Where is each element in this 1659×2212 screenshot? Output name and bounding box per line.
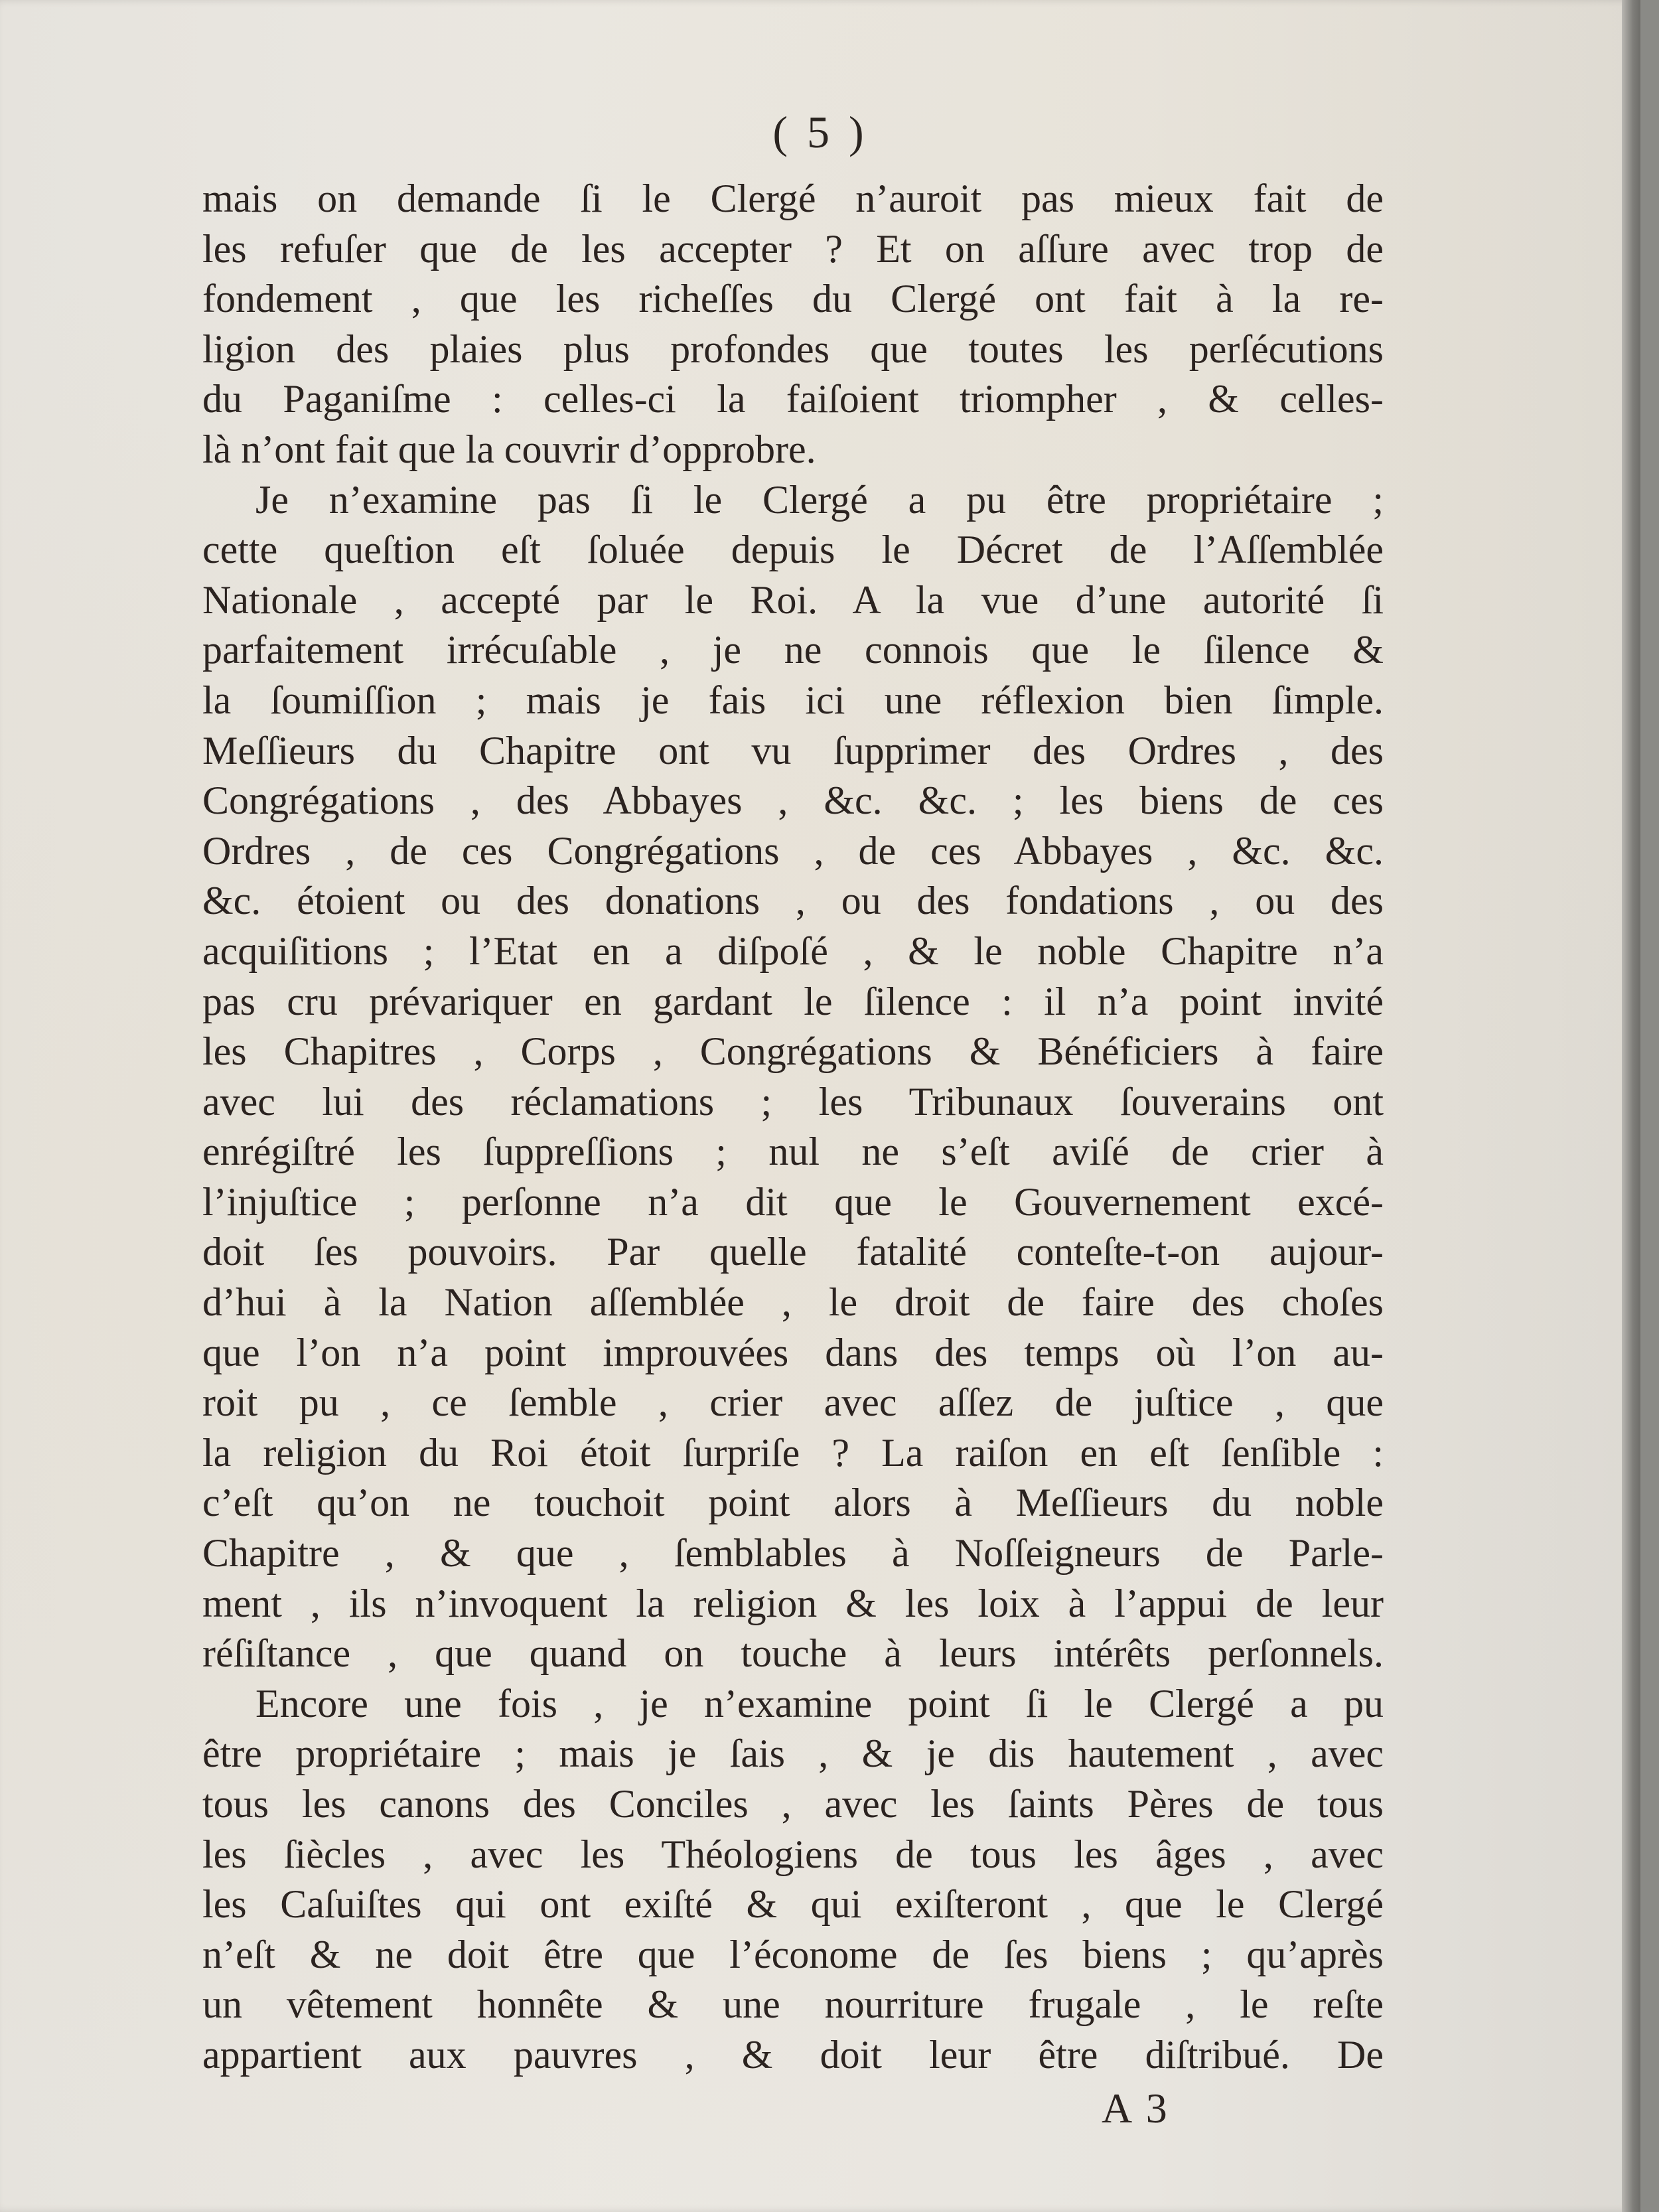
text-line: cette queſtion eſt ſoluée depuis le Décret de l’Aſſemblée: [202, 528, 1384, 572]
text-line: Chapitre , & que , ſemblables à Noſſeigneurs de Parle-: [202, 1531, 1384, 1576]
text-line: que l’on n’a point improuvées dans des temps où l’on au-: [202, 1330, 1384, 1374]
text-line: enrégiſtré les ſuppreſſions ; nul ne s’eſt aviſé de crier à: [202, 1130, 1384, 1174]
text-line: être propriétaire ; mais je ſais , & je dis hautement , avec: [202, 1732, 1384, 1776]
text-line: la religion du Roi étoit ſurpriſe ? La raiſon en eſt ſenſible :: [202, 1430, 1384, 1475]
text-line: Encore une fois , je n’examine point ſi le Clergé a pu: [255, 1681, 1384, 1726]
text-line: l’injuſtice ; perſonne n’a dit que le Gouvernement excé-: [202, 1179, 1384, 1224]
text-line: parfaitement irrécuſable , je ne connois que le ſilence &: [202, 628, 1384, 672]
text-line: doit ſes pouvoirs. Par quelle fatalité conteſte-t-on aujour-: [202, 1230, 1384, 1274]
text-line: ligion des plaies plus profondes que toutes les perſécutions: [202, 327, 1384, 371]
signature-mark: A 3: [1102, 2085, 1170, 2132]
text-line: avec lui des réclamations ; les Tribunaux ſouverains ont: [202, 1079, 1384, 1124]
text-line: pas cru prévariquer en gardant le ſilence : il n’a point invité: [202, 979, 1384, 1023]
text-line: Meſſieurs du Chapitre ont vu ſupprimer des Ordres , des: [202, 728, 1384, 773]
text-line: Je n’examine pas ſi le Clergé a pu être propriétaire ;: [255, 477, 1384, 522]
text-line: &c. étoient ou des donations , ou des fondations , ou des: [202, 879, 1384, 923]
text-line: là n’ont fait que la couvrir d’opprobre.: [202, 427, 816, 471]
text-line: la ſoumiſſion ; mais je fais ici une réflexion bien ſimple.: [202, 678, 1384, 722]
text-line: les refuſer que de les accepter ? Et on aſſure avec trop de: [202, 226, 1384, 271]
text-line: les Caſuiſtes qui ont exiſté & qui exiſteront , que le Clergé: [202, 1882, 1384, 1927]
text-line: tous les canons des Conciles , avec les ſaints Pères de tous: [202, 1782, 1384, 1826]
text-line: les ſiècles , avec les Théologiens de tous les âges , avec: [202, 1832, 1384, 1876]
text-line: Congrégations , des Abbayes , &c. &c. ; les biens de ces: [202, 778, 1384, 823]
text-line: les Chapitres , Corps , Congrégations & Bénéficiers à faire: [202, 1029, 1384, 1074]
text-line: acquiſitions ; l’Etat en a diſpoſé , & le noble Chapitre n’a: [202, 928, 1384, 973]
text-line: n’eſt & ne doit être que l’économe de ſes biens ; qu’après: [202, 1932, 1384, 1976]
text-line: un vêtement honnête & une nourriture frugale , le reſte: [202, 1982, 1384, 2027]
text-line: réſiſtance , que quand on touche à leurs intérêts perſonnels.: [202, 1631, 1384, 1676]
text-line: roit pu , ce ſemble , crier avec aſſez de juſtice , que: [202, 1380, 1384, 1425]
page-edge: [1622, 0, 1640, 2212]
body-text: [202, 174, 1384, 2081]
text-line: d’hui à la Nation aſſemblée , le droit de faire des choſes: [202, 1280, 1384, 1325]
text-line: mais on demande ſi le Clergé n’auroit pas mieux fait de: [202, 177, 1384, 220]
text-line: Nationale , accepté par le Roi. A la vue d’une autorité ſi: [202, 577, 1384, 622]
text-line: c’eſt qu’on ne touchoit point alors à Meſſieurs du noble: [202, 1481, 1384, 1525]
text-line: appartient aux pauvres , & doit leur être diſtribué. De: [202, 2032, 1384, 2077]
text-line: fondement , que les richeſſes du Clergé ont fait à la re-: [202, 277, 1384, 321]
text-line: Ordres , de ces Congrégations , de ces Abbayes , &c. &c.: [202, 828, 1384, 873]
text-line: du Paganiſme : celles-ci la faiſoient triompher , & celles-: [202, 377, 1384, 421]
page-number: ( 5 ): [772, 107, 868, 157]
text-line: ment , ils n’invoquent la religion & les loix à l’appui de leur: [202, 1581, 1384, 1625]
